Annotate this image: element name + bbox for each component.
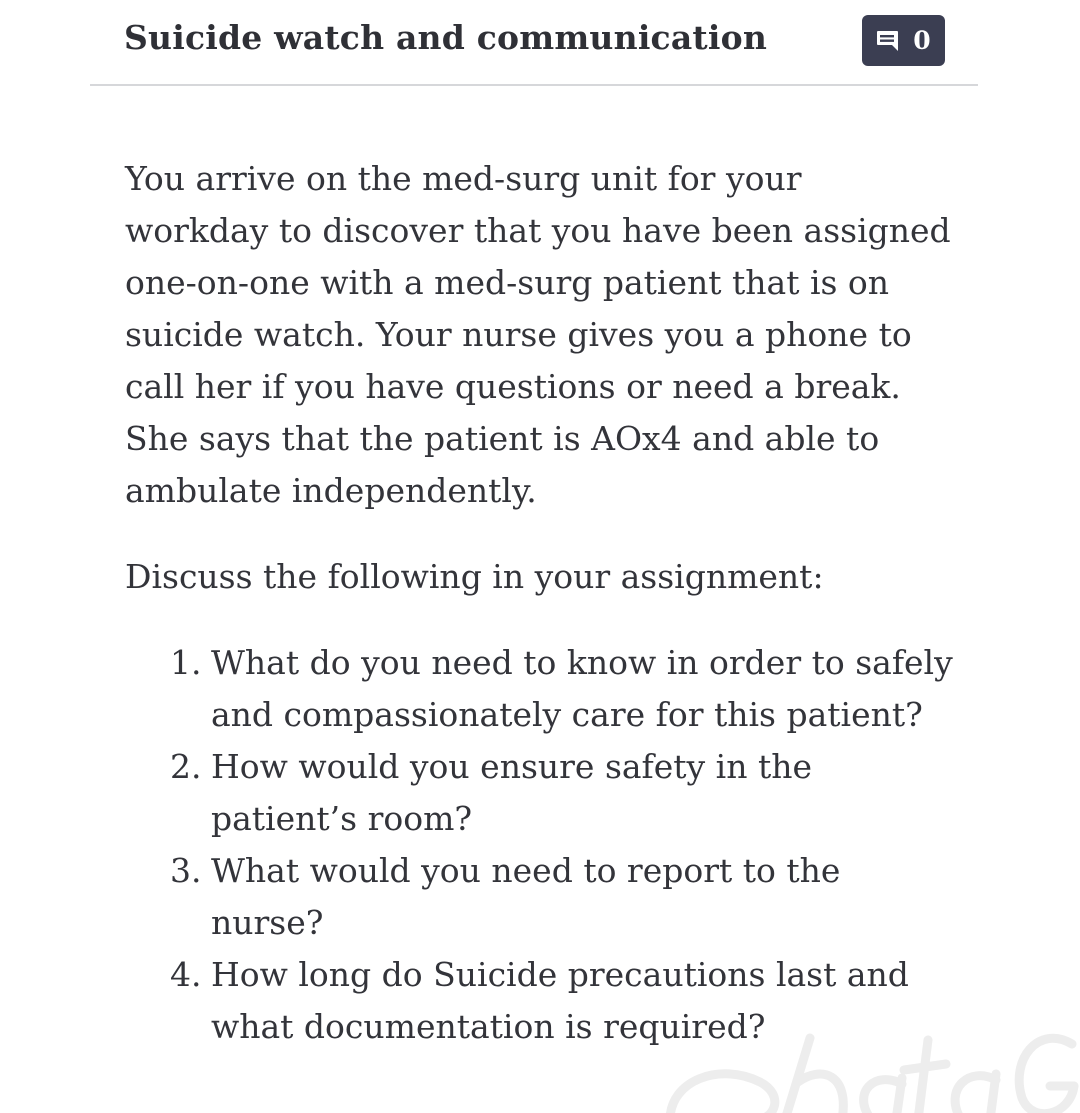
list-item — [170, 845, 960, 949]
list-number: 2. — [170, 747, 202, 786]
question-intro: You arrive on the med-surg unit for your workday to discover that you have been assigned one-on-one with a med-surg patient that is on suicide watch. Your nurse gives you a phone to call her if you have questions or need a break. She says that the patient is AOx4 and able to ambulate independently. — [125, 159, 951, 510]
list-number: 1. — [170, 643, 202, 682]
list-item — [170, 637, 960, 741]
list-item-text: What do you need to know in order to safely and compassionately care for this patient? — [211, 643, 953, 734]
list-item-text: How would you ensure safety in the patient’s room? — [211, 747, 813, 838]
comment-count: 0 — [913, 26, 931, 55]
watermark — [660, 1000, 1080, 1113]
question-header — [90, 0, 978, 86]
comments-button[interactable] — [862, 15, 945, 66]
list-item — [170, 741, 960, 845]
list-number: 3. — [170, 851, 202, 890]
list-item-text: What would you need to report to the nurse? — [211, 851, 841, 942]
list-number: 4. — [170, 955, 202, 994]
page-title: Suicide watch and communication — [124, 18, 768, 57]
comment-icon — [876, 29, 902, 53]
discuss-heading: Discuss the following in your assignment: — [125, 557, 824, 596]
question-list — [170, 637, 960, 1053]
list-item-text: How long do Suicide precautions last and what documentation is required? — [211, 955, 909, 1046]
